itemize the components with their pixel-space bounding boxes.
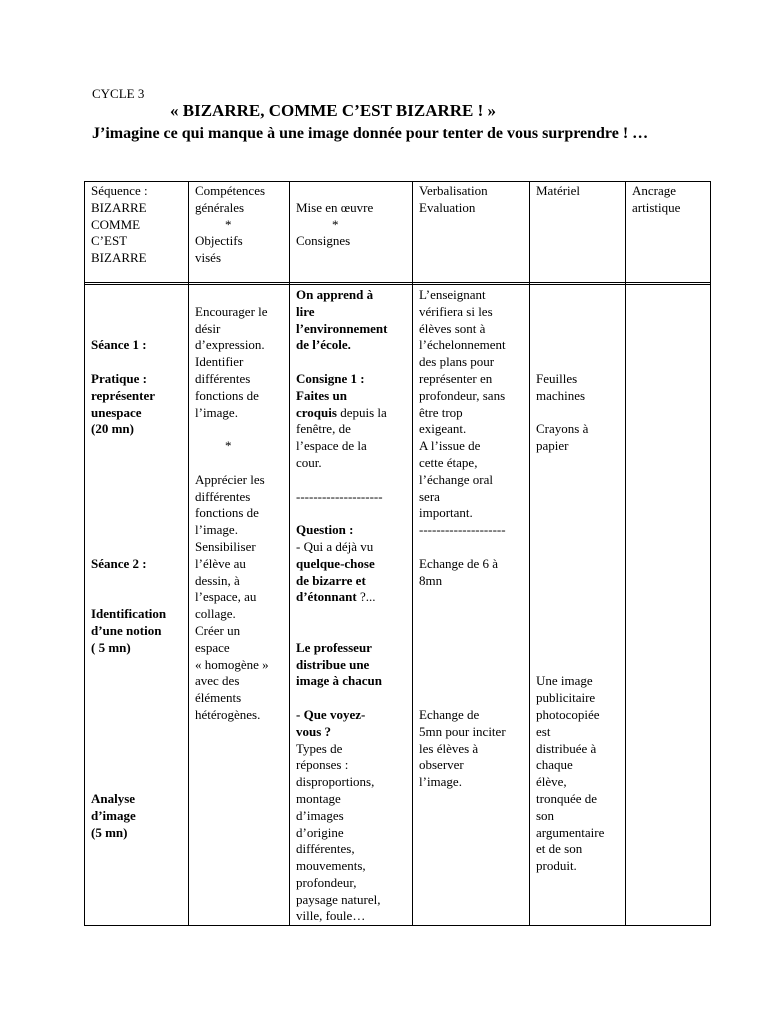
header-verbalisation: Verbalisation Evaluation: [413, 182, 530, 283]
verbalisation-column: L’enseignant vérifiera si les élèves sont à l’échelonnement des plans pour représenter en profondeur, sans être trop exigeant. A l’issue de cette étape, l’échange oral sera important. -------------------- Echange de 6 à 8mn Echange de 5mn pour inciter les élèves à observer l’image.: [413, 285, 530, 926]
competences-column: Encourager le désir d’expression. Identifier différentes fonctions de l’image. * Apprécier les différentes fonctions de l’image. Sensibiliser l’élève au dessin, à l’espace, au collage. Créer un espace « homogène » avec des éléments hétérogènes.: [189, 285, 290, 926]
table-header-row: [85, 182, 711, 283]
header-mise-en-oeuvre: Mise en œuvre * Consignes: [290, 182, 413, 283]
document-subtitle: J’imagine ce qui manque à une image donnée pour tenter de vous surprendre ! …: [92, 125, 649, 142]
header-materiel: Matériel: [530, 182, 626, 283]
verbal-divider: --------------------: [419, 522, 506, 538]
seances-column: Séance 1 : Pratique : représenter unespace (20 mn) Séance 2 : Identification d’une notion ( 5 mn) Analyse d’image (5 mn): [85, 285, 189, 926]
seance-2-label: Séance 2 :: [91, 555, 147, 571]
seance-1-label: Séance 1 :: [91, 337, 147, 353]
ancrage-column: [626, 285, 711, 926]
header-sequence: Séquence : BIZARRE COMME C’EST BIZARRE: [85, 182, 189, 283]
document-title: « BIZARRE, COMME C’EST BIZARRE ! »: [170, 101, 497, 120]
cycle-label: CYCLE 3: [92, 86, 145, 101]
lesson-plan-table: [84, 181, 711, 926]
mise-en-oeuvre-column: On apprend à lire l’environnement de l’école. Consigne 1 : Faites un croquis depuis la fenêtre, de l’espace de la cour. -------------------- Question : - Qui a déjà vu quelque-chose de bizarre et d’étonnant ?... Le professeur distribue une image à chacun - Que voyez- vous ? Types de réponses : disproportions, montage d’images d’origine différentes, mouvements, profondeur, paysage naturel, ville, foule…: [290, 285, 413, 926]
mise-divider: --------------------: [296, 488, 383, 504]
header-competences: Compétences générales * Objectifs visés: [189, 182, 290, 283]
table-body-row: [85, 285, 711, 926]
header-ancrage: Ancrage artistique: [626, 182, 711, 283]
seance-3-label: Analyse: [91, 790, 136, 806]
materiel-column: Feuilles machines Crayons à papier Une image publicitaire photocopiée est distribuée à chaque élève, tronquée de son argumentaire et de son produit.: [530, 285, 626, 926]
